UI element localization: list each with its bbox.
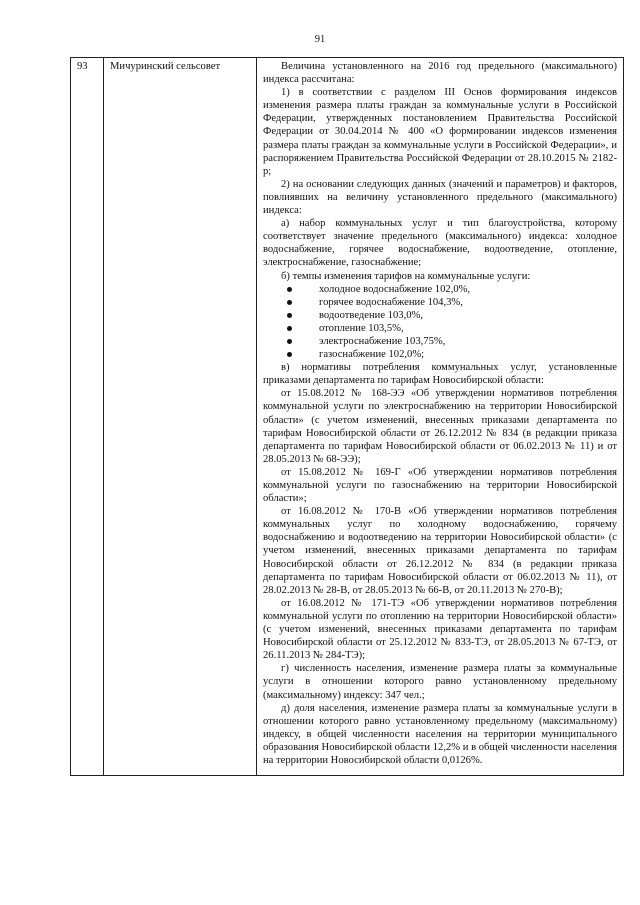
row-number: 93	[71, 58, 104, 776]
index-table	[70, 57, 624, 776]
municipality-name: Мичуринский сельсовет	[104, 58, 257, 776]
paragraph-d: д) доля населения, изменение размера платы за коммунальные услуги в отношении которого равно установленному предельному (максимальному) индексу, в общей численности населения на территории муниципального образования Новосибирской области 12,2% и в общей численности населения на территории Новосибирской области 0,0126%.	[263, 702, 617, 766]
table-row	[71, 58, 624, 776]
list-item	[263, 335, 617, 348]
list-item	[263, 296, 617, 309]
list-item-text: отопление 103,5%,	[319, 322, 404, 334]
order-168-ee: от 15.08.2012 № 168-ЭЭ «Об утверждении нормативов потребления коммунальной услуги по электроснабжению на территории Новосибирской области» (с учетом изменений, внесенных приказами департамента по тарифам Новосибирской области от 26.12.2012 № 834 (в редакции приказа департамента по тарифам Новосибирской области от 06.02.2013 № 11) и от 28.05.2013 № 68-ЭЭ);	[263, 388, 617, 465]
bullet-icon	[287, 300, 292, 305]
list-item-text: электроснабжение 103,75%,	[319, 335, 446, 347]
paragraph-intro: Величина установленного на 2016 год предельного (максимального) индекса рассчитана:	[263, 61, 617, 86]
order-169-g: от 15.08.2012 № 169-Г «Об утверждении нормативов потребления коммунальной услуги по газоснабжению на территории Новосибирской области»;	[263, 466, 617, 505]
list-item	[263, 309, 617, 322]
list-item	[263, 348, 617, 361]
index-description	[257, 58, 624, 776]
order-171-te: от 16.08.2012 № 171-ТЭ «Об утверждении нормативов потребления коммунальной услуги по отоплению на территории Новосибирской области» (с учетом изменений, внесенных приказами департамента по тарифам Новосибирской области от 25.12.2012 № 833-ТЭ, от 28.05.2013 № 67-ТЭ, от 26.11.2013 № 284-ТЭ);	[263, 597, 617, 662]
paragraph-2: 2) на основании следующих данных (значений и параметров) и факторов, повлиявших на величину установленного предельного (максимального) индекса:	[263, 178, 617, 217]
bullet-icon	[287, 287, 292, 292]
paragraph-v: в) нормативы потребления коммунальных услуг, установленные приказами департамента по тарифам Новосибирской области:	[263, 362, 617, 387]
bullet-icon	[287, 326, 292, 331]
tariff-list	[263, 283, 617, 362]
bullet-icon	[287, 313, 292, 318]
list-item-text: холодное водоснабжение 102,0%,	[319, 283, 471, 295]
paragraph-g: г) численность населения, изменение размера платы за коммунальные услуги в отношении которого равно установленному предельному (максимальному) индексу: 347 чел.;	[263, 663, 617, 701]
list-item-text: водоотведение 103,0%,	[319, 309, 423, 321]
page-number: 91	[314, 34, 326, 45]
paragraph-b: б) темпы изменения тарифов на коммунальные услуги:	[281, 270, 531, 282]
list-item	[263, 322, 617, 335]
bullet-icon	[287, 339, 292, 344]
list-item-text: газоснабжение 102,0%;	[319, 349, 425, 361]
order-170-v: от 16.08.2012 № 170-В «Об утверждении нормативов потребления коммунальных услуг по холодному водоснабжению, горячему водоснабжению и водоотведению на территории Новосибирской области» (с учетом изменений, внесенных приказами департамента по тарифам Новосибирской области от 26.12.2012 № 834 (в редакции приказа департамента по тарифам Новосибирской области от 06.02.2013 № 11), от 28.02.2013 № 28-В, от 28.05.2013 № 66-В, от 20.11.2013 № 270-В);	[263, 506, 617, 596]
bullet-icon	[287, 352, 292, 357]
paragraph-1: 1) в соответствии с разделом III Основ формирования индексов изменения размера платы граждан за коммунальные услуги в Российской Федерации, утвержденных постановлением Правительства Российской Федерации от 30.04.2014 № 400 «О формировании индексов изменения размера платы граждан за коммунальные услуги в Российской Федерации», и распоряжением Правительства Российской Федерации от 28.10.2015 № 2182-р;	[263, 87, 617, 177]
list-item-text: горячее водоснабжение 104,3%,	[319, 296, 463, 308]
paragraph-a: а) набор коммунальных услуг и тип благоустройства, которому соответствует значение предельного (максимального) индекса: холодное водоснабжение, горячее водоснабжение, водоотведение, отопление, электроснабжение, газоснабжение;	[263, 218, 617, 269]
list-item	[263, 283, 617, 296]
